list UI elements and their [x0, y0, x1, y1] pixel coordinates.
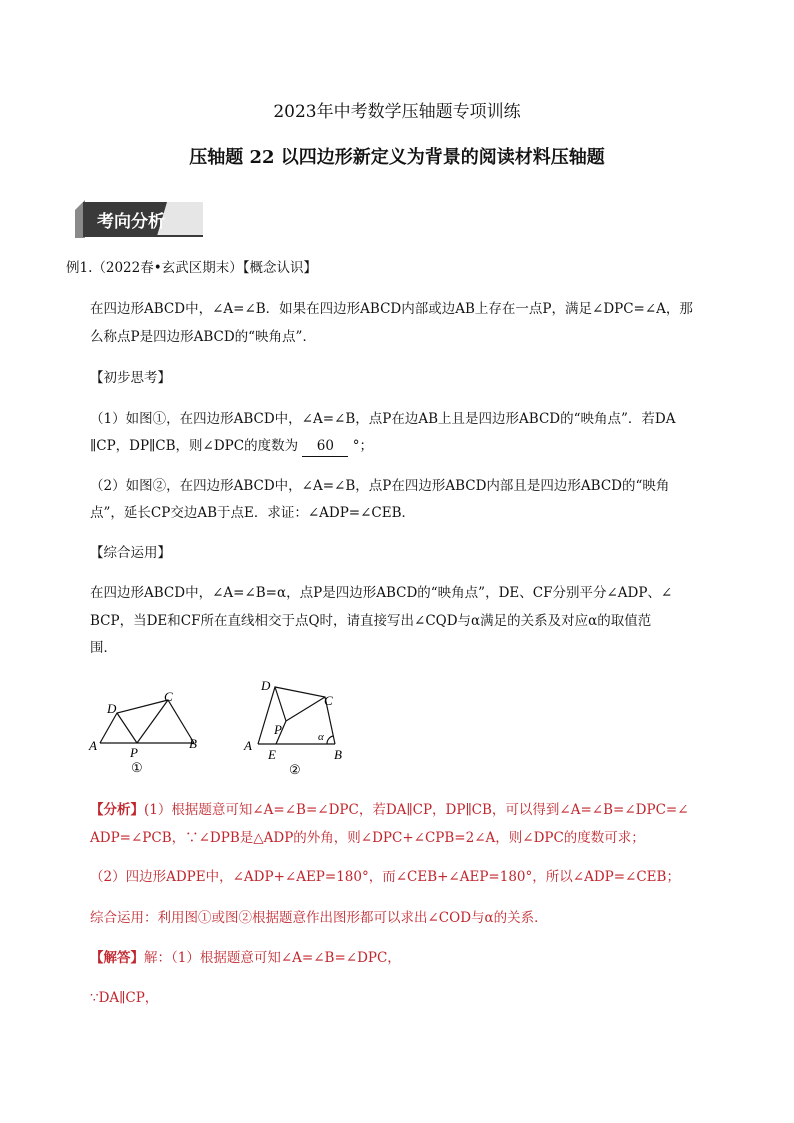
- q2-line-2: 点”，延长CP交边AB于点E．求证：∠ADP=∠CEB．: [90, 505, 416, 521]
- fig2-label-p: P: [274, 722, 282, 737]
- section-banner-label: 考向分析: [97, 212, 165, 232]
- fig1-label-b: B: [189, 736, 197, 751]
- fig2-label-e: E: [268, 747, 276, 762]
- apply-line-2: BCP，当DE和CF所在直线相交于点Q时，请直接写出∠CQD与α满足的关系及对应α的取值范: [90, 613, 652, 629]
- q1-prompt: ∥CP，DP∥CB，则∠DPC的度数为: [90, 438, 299, 454]
- fig2-label-b: B: [334, 747, 342, 762]
- intro-line-1: 在四边形ABCD中，∠A=∠B．如果在四边形ABCD内部或边AB上存在一点P，满足∠DPC=∠A，那: [90, 301, 693, 317]
- analysis-line-3: （2）四边形ADPE中，∠ADP+∠AEP=180°，而∠CEB+∠AEP=180°，所以∠ADP=∠CEB；: [90, 869, 680, 885]
- q1-line-1: （1）如图①，在四边形ABCD中，∠A=∠B，点P在边AB上且是四边形ABCD的“映角点”．若DA: [90, 411, 676, 427]
- analysis-line-1: [90, 800, 689, 820]
- analysis-text-1: (1）根据题意可知∠A=∠B=∠DPC，若DA∥CP，DP∥CB，可以得到∠A=∠B=∠DPC=∠: [144, 802, 689, 818]
- fig2-label-alpha: α: [318, 731, 324, 743]
- fig2-label-c: C: [324, 693, 333, 708]
- fig1-label-d: D: [107, 701, 117, 716]
- figure-1: [85, 680, 210, 780]
- fig1-label-c: C: [164, 689, 173, 704]
- apply-line-3: 围．: [90, 640, 117, 656]
- think-heading: 【初步思考】: [90, 370, 171, 386]
- solution-line-1: [90, 948, 401, 968]
- analysis-line-2: ADP=∠PCB，∵∠DPB是△ADP的外角，则∠DPC+∠CPB=2∠A，则∠DPC的度数可求；: [90, 830, 645, 846]
- q1-unit: °；: [352, 438, 373, 454]
- analysis-label: 【分析】: [90, 802, 144, 818]
- solution-text-1: 解：（1）根据题意可知∠A=∠B=∠DPC，: [144, 950, 401, 966]
- fig2-caption: ②: [289, 762, 301, 777]
- q1-line-2: [90, 436, 373, 457]
- fig1-label-p: P: [130, 745, 138, 760]
- apply-heading: 【综合运用】: [90, 545, 171, 561]
- solution-label: 【解答】: [90, 950, 144, 966]
- fig2-label-d: D: [261, 678, 271, 693]
- q1-answer-blank: 60: [302, 436, 348, 457]
- page-subtitle: 压轴题 22 以四边形新定义为背景的阅读材料压轴题: [189, 147, 605, 168]
- intro-line-2: 么称点P是四边形ABCD的“映角点”．: [90, 329, 316, 345]
- page-title: 2023年中考数学压轴题专项训练: [273, 102, 521, 122]
- solution-line-2: ∵DA∥CP，: [90, 990, 159, 1006]
- fig2-label-a: A: [244, 738, 252, 753]
- fig1-label-a: A: [89, 738, 97, 753]
- analysis-line-4: 综合运用：利用图①或图②根据题意作出图形都可以求出∠COD与α的关系．: [90, 910, 548, 926]
- apply-line-1: 在四边形ABCD中，∠A=∠B=α，点P是四边形ABCD的“映角点”，DE、CF分别平分∠ADP、∠: [90, 585, 673, 601]
- example-heading: 例1.（2022春•玄武区期末）【概念认识】: [66, 260, 317, 276]
- section-banner: [75, 200, 203, 238]
- figure-2: [240, 673, 360, 783]
- q2-line-1: （2）如图②，在四边形ABCD中，∠A=∠B，点P在四边形ABCD内部且是四边形ABCD的“映角: [90, 478, 670, 494]
- fig1-caption: ①: [131, 760, 143, 775]
